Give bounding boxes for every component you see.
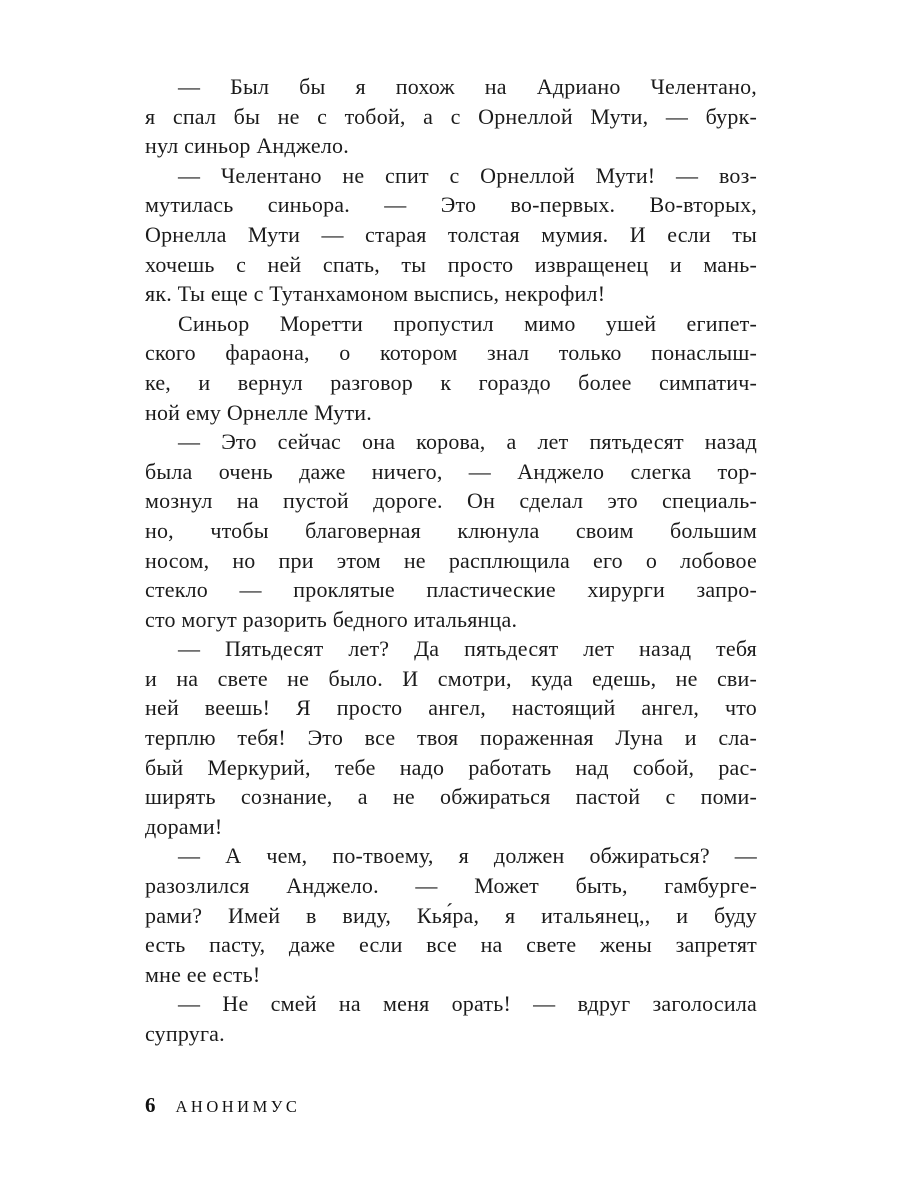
- text-line: бый Меркурий, тебе надо работать над собой, рас-: [145, 754, 757, 780]
- text-line: Синьор Моретти пропустил мимо ушей египет-: [178, 310, 757, 336]
- text-line: мне ее есть!: [145, 961, 261, 987]
- text-line: стекло — проклятые пластические хирурги запро-: [145, 577, 757, 603]
- text-line: была очень даже ничего, — Анджело слегка тор-: [145, 458, 757, 484]
- text-line: я спал бы не с тобой, а с Орнеллой Мути, — бурк-: [145, 103, 757, 129]
- paragraph: [145, 309, 757, 427]
- text-line: — А чем, по-твоему, я должен обжираться? —: [178, 843, 757, 869]
- text-line: — Челентано не спит с Орнеллой Мути! — воз-: [178, 162, 757, 188]
- text-line: супруга.: [145, 1021, 225, 1046]
- text-line: ной ему Орнелле Мути.: [145, 399, 372, 425]
- paragraph: [145, 989, 757, 1048]
- text-line: ней веешь! Я просто ангел, настоящий ангел, что: [145, 695, 757, 721]
- text-line: сто могут разорить бедного итальянца.: [145, 606, 518, 632]
- paragraph: [145, 161, 757, 309]
- paragraph: [145, 427, 757, 634]
- text-line: дорами!: [145, 813, 223, 839]
- text-line: разозлился Анджело. — Может быть, гамбурге-: [145, 873, 757, 899]
- text-line: ского фараона, о котором знал только понаслыш-: [145, 340, 757, 366]
- text-line: — Не смей на меня орать! — вдруг заголосила: [178, 991, 757, 1017]
- page-footer: [145, 1093, 757, 1118]
- text-line: есть пасту, даже если все на свете жены запретят: [145, 932, 757, 958]
- text-line: ке, и вернул разговор к гораздо более симпатич-: [145, 369, 757, 395]
- paragraph: [145, 841, 757, 989]
- text-line: хочешь с ней спать, ты просто извращенец и мань-: [145, 251, 757, 277]
- text-line: мознул на пустой дороге. Он сделал это специаль-: [145, 488, 757, 514]
- text-line: — Пятьдесят лет? Да пятьдесят лет назад тебя: [178, 636, 757, 662]
- page-number: 6: [145, 1093, 156, 1117]
- text-block: [145, 72, 757, 1049]
- text-line: рами? Имей в виду, Кья́ра, я итальянец,, и буду: [145, 902, 757, 928]
- paragraph: [145, 72, 757, 161]
- paragraph: [145, 634, 757, 841]
- running-author: АНОНИМУС: [175, 1097, 301, 1116]
- text-line: носом, но при этом не расплющила его о лобовое: [145, 547, 757, 573]
- text-line: и на свете не было. И смотри, куда едешь, не сви-: [145, 665, 757, 691]
- text-line: — Был бы я похож на Адриано Челентано,: [178, 74, 757, 99]
- text-line: терплю тебя! Это все твоя пораженная Луна и сла-: [145, 725, 757, 751]
- text-line: як. Ты еще с Тутанхамоном выспись, некрофил!: [145, 281, 606, 307]
- text-line: — Это сейчас она корова, а лет пятьдесят назад: [178, 429, 757, 455]
- text-line: ширять сознание, а не обжираться пастой с поми-: [145, 784, 757, 810]
- text-line: но, чтобы благоверная клюнула своим большим: [145, 517, 757, 543]
- text-line: мутилась синьора. — Это во-первых. Во-вторых,: [145, 192, 757, 218]
- text-line: Орнелла Мути — старая толстая мумия. И если ты: [145, 221, 757, 247]
- text-line: нул синьор Анджело.: [145, 133, 349, 159]
